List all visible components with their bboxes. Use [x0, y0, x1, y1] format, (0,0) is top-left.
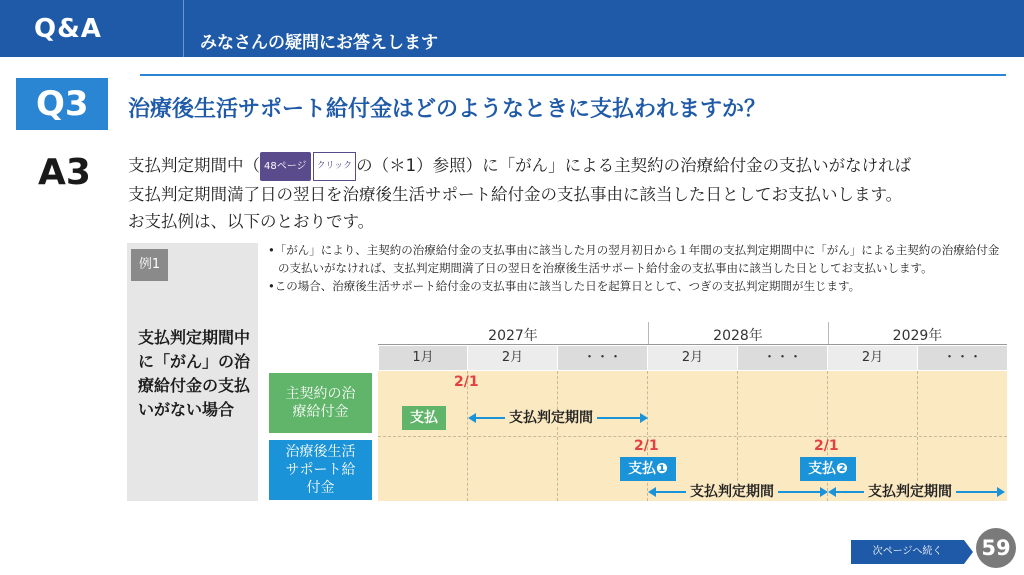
answer-line-1-pre: 支払判定期間中（ [128, 156, 260, 175]
period-label: 支払判定期間 [505, 409, 597, 427]
answer-line-1 [128, 152, 911, 181]
click-link[interactable]: クリック [313, 152, 357, 181]
example-description: 支払判定期間中に「がん」の治療給付金の支払いがない場合 [138, 328, 251, 419]
year-2027: 2027年 [488, 328, 538, 344]
answer-line-3: お支払例は、以下のとおりです。 [128, 212, 375, 231]
arrow-head-right [640, 413, 648, 423]
section-title: Q&A [34, 14, 102, 44]
main-date: 2/1 [454, 374, 479, 390]
row-label-main: 主契約の治療給付金 [269, 373, 372, 433]
answer-badge: A3 [38, 152, 91, 193]
month-cell: ・・・ [558, 346, 647, 370]
next-page-arrow-icon[interactable] [964, 540, 973, 564]
header-bar [0, 0, 1024, 57]
support-date-1: 2/1 [634, 438, 659, 454]
support-payment-1: 支払❶ [620, 457, 676, 481]
answer-line-1-post: の（＊1）参照）に「がん」による主契約の治療給付金の支払いがなければ [356, 156, 912, 175]
month-cell: 1月 [379, 346, 467, 370]
note-2: •この場合、治療後生活サポート給付金の支払事由に該当した日を起算日として、つぎの支払判定期間が生じます。 [268, 279, 861, 293]
month-cell: 2月 [648, 346, 737, 370]
page-number: 59 [976, 528, 1016, 568]
month-cell: ・・・ [918, 346, 1007, 370]
next-page-button[interactable]: 次ページへ続く [851, 540, 964, 564]
support-payment-2: 支払❷ [800, 457, 856, 481]
month-cell: 2月 [828, 346, 917, 370]
month-cell: 2月 [468, 346, 557, 370]
note-1: •「がん」により、主契約の治療給付金の支払事由に該当した月の翌月初日から１年間の支払判定期間中に「がん」による主契約の治療給付金の支払いがなければ、支払判定期間満了日の翌日を治療後生活サポート給付金の支払事由に該当した日としてお支払いします。 [268, 243, 1000, 275]
example-notes [268, 241, 1010, 295]
question-rule [140, 74, 1006, 76]
year-2028: 2028年 [713, 328, 763, 344]
support-date-2: 2/1 [814, 438, 839, 454]
row-label-support: 治療後生活サポート給付金 [269, 440, 372, 500]
page-reference-link[interactable]: 48ページ [260, 152, 311, 181]
main-payment-box: 支払 [402, 406, 446, 430]
question-text: 治療後生活サポート給付金はどのようなときに支払われますか？ [128, 97, 767, 122]
header-divider [183, 0, 184, 57]
arrow-head-right [820, 487, 828, 497]
answer-text [128, 152, 911, 235]
period-label: 支払判定期間 [686, 483, 778, 501]
year-2029: 2029年 [892, 328, 943, 344]
period-label: 支払判定期間 [864, 483, 956, 501]
example-label: 例1 [131, 249, 168, 281]
year-baseline [378, 344, 1007, 345]
header-subtitle: みなさんの疑問にお答えします [200, 33, 438, 53]
question-badge: Q3 [36, 84, 89, 124]
row-divider [378, 436, 1007, 437]
answer-line-2: 支払判定期間満了日の翌日を治療後生活サポート給付金の支払事由に該当した日としてお支払いします。 [128, 185, 903, 204]
arrow-head-right [997, 487, 1005, 497]
month-cell: ・・・ [738, 346, 827, 370]
